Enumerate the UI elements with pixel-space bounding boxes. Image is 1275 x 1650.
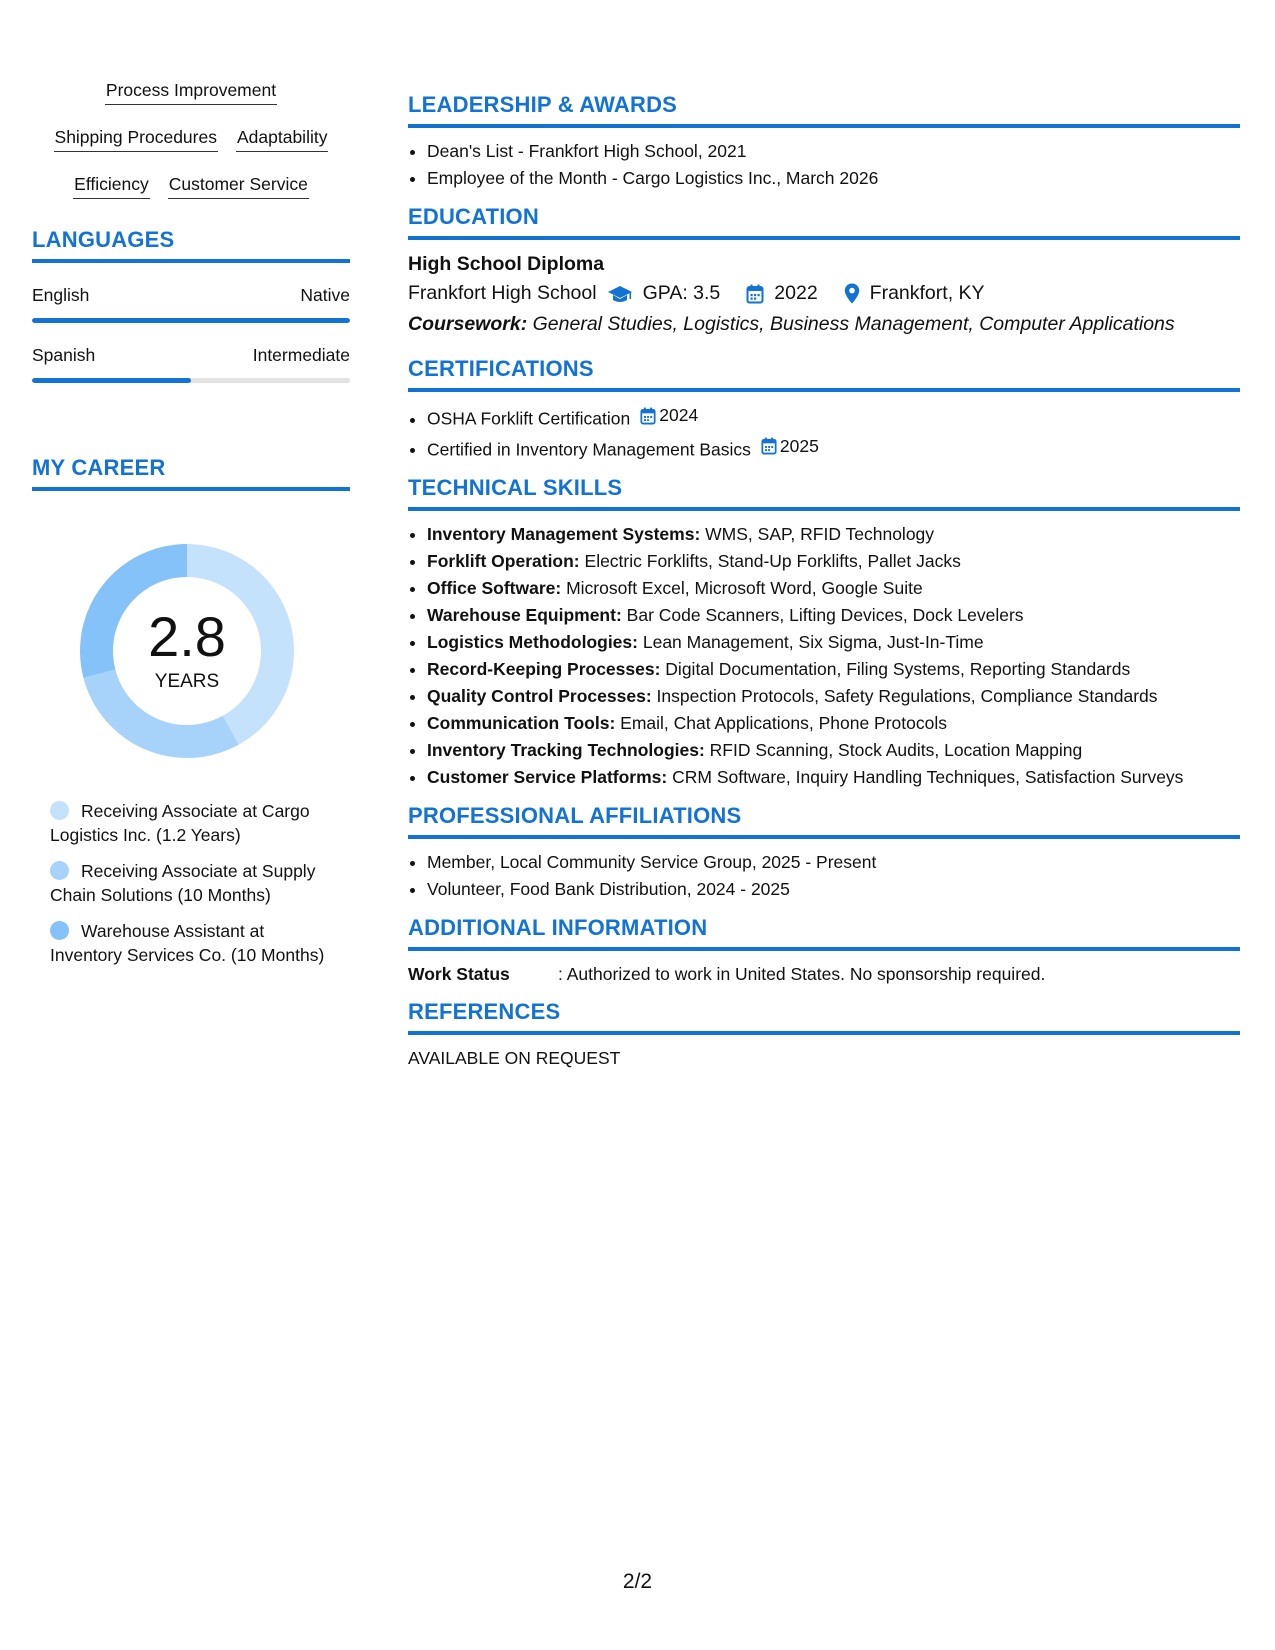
right-column bbox=[408, 92, 1240, 1083]
language-name: Spanish bbox=[32, 345, 96, 365]
career-total-unit: YEARS bbox=[154, 671, 220, 692]
left-column bbox=[32, 80, 350, 979]
technical-skill-value: RFID Scanning, Stock Audits, Location Mapping bbox=[709, 740, 1083, 760]
technical-skills-section bbox=[408, 475, 1240, 791]
language-proficiency-fill bbox=[32, 318, 350, 323]
skill-tag: Process Improvement bbox=[105, 80, 277, 105]
calendar-icon bbox=[640, 407, 656, 425]
calendar-icon bbox=[761, 437, 777, 455]
technical-skill-value: CRM Software, Inquiry Handling Techniques, Satisfaction Surveys bbox=[672, 767, 1184, 787]
legend-dot-icon bbox=[50, 861, 69, 880]
education-section bbox=[408, 204, 1240, 340]
affiliations-heading: PROFESSIONAL AFFILIATIONS bbox=[408, 803, 1240, 839]
technical-skill-item bbox=[427, 683, 1240, 710]
education-year: 2022 bbox=[774, 282, 818, 304]
technical-skill-label: Record-Keeping Processes: bbox=[427, 659, 661, 679]
career-legend-text: Warehouse Assistant at Inventory Services Co. (10 Months) bbox=[50, 921, 325, 965]
certification-year: 2025 bbox=[779, 435, 819, 456]
references-section bbox=[408, 999, 1240, 1071]
skills-row bbox=[32, 174, 350, 199]
references-heading: REFERENCES bbox=[408, 999, 1240, 1035]
career-total-years: 2.8 bbox=[148, 605, 226, 668]
languages-list bbox=[32, 285, 350, 383]
graduation-cap-icon bbox=[607, 284, 633, 304]
career-legend-item bbox=[50, 859, 335, 907]
technical-skill-label: Communication Tools: bbox=[427, 713, 616, 733]
location-pin-icon bbox=[844, 283, 860, 304]
technical-skills-heading: TECHNICAL SKILLS bbox=[408, 475, 1240, 511]
education-location: Frankfort, KY bbox=[869, 282, 985, 304]
career-donut-chart bbox=[67, 531, 307, 771]
certification-item bbox=[427, 433, 1240, 464]
technical-skill-value: WMS, SAP, RFID Technology bbox=[705, 524, 935, 544]
leadership-item: • Dean's List - Frankfort High School, 2021 bbox=[427, 138, 1240, 165]
technical-skill-item bbox=[427, 629, 1240, 656]
leadership-section bbox=[408, 92, 1240, 192]
skill-tag: Adaptability bbox=[236, 127, 328, 152]
certification-year: 2024 bbox=[659, 405, 699, 425]
language-proficiency-bar bbox=[32, 318, 350, 323]
career-legend-item bbox=[50, 919, 335, 967]
affiliations-section bbox=[408, 803, 1240, 903]
language-item bbox=[32, 345, 350, 383]
language-item bbox=[32, 285, 350, 323]
language-name: English bbox=[32, 285, 90, 305]
education-meta bbox=[408, 278, 1240, 309]
language-level: Native bbox=[300, 285, 350, 305]
page-number: 2/2 bbox=[622, 1570, 653, 1593]
leadership-list bbox=[408, 138, 1240, 192]
technical-skill-item bbox=[427, 656, 1240, 683]
career-legend-text: Receiving Associate at Supply Chain Solutions (10 Months) bbox=[50, 861, 316, 905]
technical-skill-label: Inventory Management Systems: bbox=[427, 524, 701, 544]
education-gpa: GPA: 3.5 bbox=[642, 282, 721, 304]
certification-item bbox=[427, 402, 1240, 433]
languages-heading: LANGUAGES bbox=[32, 227, 350, 263]
certification-name: Certified in Inventory Management Basics bbox=[427, 439, 751, 459]
skill-tag: Shipping Procedures bbox=[54, 127, 218, 152]
education-school: Frankfort High School bbox=[408, 282, 597, 304]
leadership-item: • Employee of the Month - Cargo Logistics Inc., March 2026 bbox=[427, 165, 1240, 192]
career-legend-item bbox=[50, 799, 335, 847]
technical-skill-value: Electric Forklifts, Stand-Up Forklifts, Pallet Jacks bbox=[584, 551, 961, 571]
language-level: Intermediate bbox=[252, 345, 350, 365]
technical-skill-item bbox=[427, 710, 1240, 737]
career-heading: MY CAREER bbox=[32, 455, 350, 491]
affiliation-item: • Volunteer, Food Bank Distribution, 2024 - 2025 bbox=[427, 876, 1240, 903]
technical-skill-item bbox=[427, 602, 1240, 629]
legend-dot-icon bbox=[50, 801, 69, 820]
donut-center bbox=[67, 531, 307, 771]
additional-info-heading: ADDITIONAL INFORMATION bbox=[408, 915, 1240, 951]
certifications-list bbox=[408, 402, 1240, 463]
references-text: AVAILABLE ON REQUEST bbox=[408, 1048, 621, 1068]
work-status-row bbox=[408, 961, 1240, 987]
language-proficiency-fill bbox=[32, 378, 191, 383]
coursework-text: General Studies, Logistics, Business Management, Computer Applications bbox=[532, 313, 1175, 335]
language-proficiency-bar bbox=[32, 378, 350, 383]
skills-row bbox=[32, 127, 350, 152]
technical-skill-value: Email, Chat Applications, Phone Protocols bbox=[620, 713, 947, 733]
career-legend-text: Receiving Associate at Cargo Logistics Inc. (1.2 Years) bbox=[50, 801, 310, 845]
technical-skill-value: Bar Code Scanners, Lifting Devices, Dock Levelers bbox=[626, 605, 1024, 625]
legend-dot-icon bbox=[50, 921, 69, 940]
technical-skill-label: Warehouse Equipment: bbox=[427, 605, 622, 625]
technical-skill-value: Digital Documentation, Filing Systems, Reporting Standards bbox=[665, 659, 1131, 679]
technical-skill-item bbox=[427, 548, 1240, 575]
certifications-heading: CERTIFICATIONS bbox=[408, 356, 1240, 392]
technical-skill-value: Microsoft Excel, Microsoft Word, Google Suite bbox=[566, 578, 923, 598]
education-heading: EDUCATION bbox=[408, 204, 1240, 240]
calendar-icon bbox=[746, 284, 764, 304]
additional-info-section bbox=[408, 915, 1240, 987]
certification-date bbox=[640, 402, 698, 429]
language-row bbox=[32, 285, 350, 306]
skill-tag: Customer Service bbox=[168, 174, 309, 199]
technical-skill-item bbox=[427, 764, 1240, 791]
certifications-section bbox=[408, 356, 1240, 463]
work-status-value: : Authorized to work in United States. No sponsorship required. bbox=[558, 964, 1046, 984]
skills-row bbox=[32, 80, 350, 105]
technical-skill-item bbox=[427, 737, 1240, 764]
certification-date bbox=[761, 433, 819, 460]
certification-name: OSHA Forklift Certification bbox=[427, 408, 631, 429]
technical-skill-value: Inspection Protocols, Safety Regulations, Compliance Standards bbox=[656, 686, 1158, 706]
technical-skill-label: Forklift Operation: bbox=[427, 551, 580, 571]
education-coursework bbox=[408, 309, 1240, 340]
skill-tag: Efficiency bbox=[73, 174, 150, 199]
career-legend bbox=[50, 799, 335, 967]
technical-skill-label: Inventory Tracking Technologies: bbox=[427, 740, 705, 760]
technical-skill-label: Quality Control Processes: bbox=[427, 686, 652, 706]
technical-skill-value: Lean Management, Six Sigma, Just-In-Time bbox=[642, 632, 984, 652]
technical-skill-label: Office Software: bbox=[427, 578, 562, 598]
technical-skill-label: Logistics Methodologies: bbox=[427, 632, 638, 652]
affiliation-item: • Member, Local Community Service Group, 2025 - Present bbox=[427, 849, 1240, 876]
coursework-label: Coursework: bbox=[408, 313, 528, 335]
technical-skill-item bbox=[427, 575, 1240, 602]
affiliations-list bbox=[408, 849, 1240, 903]
education-degree: High School Diploma bbox=[408, 253, 605, 275]
technical-skills-list bbox=[408, 521, 1240, 791]
leadership-heading: LEADERSHIP & AWARDS bbox=[408, 92, 1240, 128]
technical-skill-label: Customer Service Platforms: bbox=[427, 767, 668, 787]
technical-skill-item bbox=[427, 521, 1240, 548]
work-status-label: Work Status bbox=[408, 964, 510, 984]
language-row bbox=[32, 345, 350, 366]
skills-tags bbox=[32, 80, 350, 199]
